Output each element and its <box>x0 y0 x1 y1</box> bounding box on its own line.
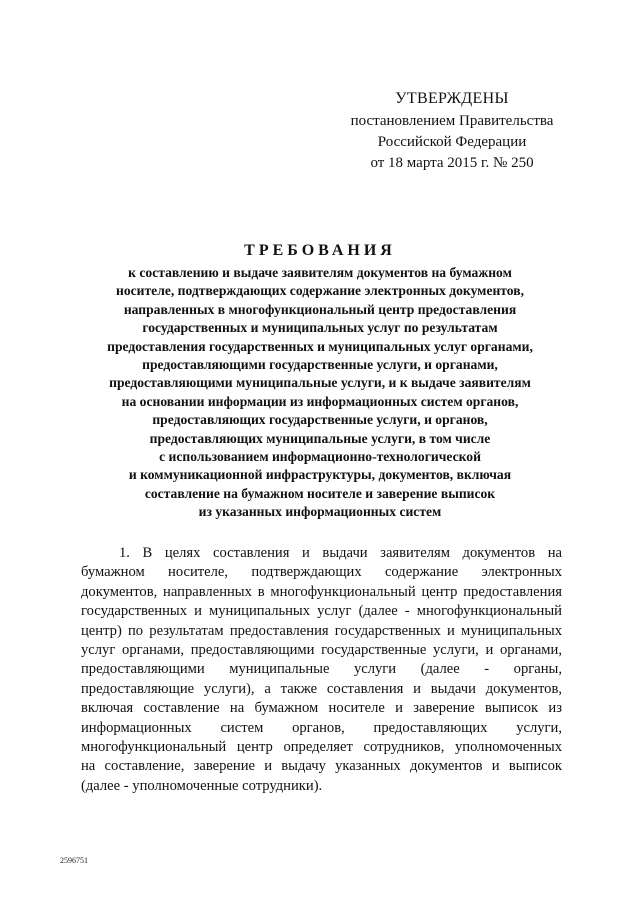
paragraph-line: 1. В целях составления и выдачи заявителям документов на <box>119 545 562 561</box>
approved-label: УТВЕРЖДЕНЫ <box>395 90 509 107</box>
paragraph-line: многофункциональный центр определяет сотрудников, уполномоченных <box>81 739 562 756</box>
paragraph-line: бумажном носителе, подтверждающих содержание электронных <box>81 564 562 581</box>
document-title-block <box>80 240 560 522</box>
approval-line: постановлением Правительства <box>350 113 554 129</box>
subtitle-line: из указанных информационных систем <box>198 504 442 520</box>
subtitle-line: и коммуникационной инфраструктуры, документов, включая <box>128 467 512 483</box>
paragraph-line: информационных систем органов, предоставляющих услуги, <box>81 719 562 736</box>
approval-date-line: от 18 марта 2015 г. № 250 <box>370 155 534 171</box>
document-title: ТРЕБОВАНИЯ <box>244 242 396 259</box>
subtitle-line: составление на бумажном носителе и заверение выписок <box>144 485 496 501</box>
subtitle-line: предоставления государственных и муниципальных услуг органами, <box>107 338 533 354</box>
paragraph-line: услуг органами, предоставляющими государственные услуги, и органами, <box>81 642 562 659</box>
subtitle-line: государственных и муниципальных услуг по результатам <box>142 320 498 336</box>
document-code: 2596751 <box>60 856 88 865</box>
subtitle-line: предоставляющими государственные услуги, и органами, <box>142 357 498 373</box>
subtitle-line: направленных в многофункциональный центр предоставления <box>123 301 517 317</box>
paragraph-line: предоставляющими муниципальные услуги (далее - органы, <box>81 661 562 678</box>
paragraph-line: государственных и муниципальных услуг (далее - многофункциональный <box>81 603 562 620</box>
subtitle-line: на основании информации из информационных систем органов, <box>121 393 519 409</box>
paragraph-line: предоставляющие услуги), а также составления и выдачи документов, <box>81 680 562 697</box>
paragraph-line: документов, направленных в многофункциональный центр предоставления <box>81 583 562 600</box>
subtitle-line: предоставляющими муниципальные услуги, и к выдаче заявителям <box>109 375 531 391</box>
paragraph-line: включая составление на бумажном носителе и заверение выписок из <box>81 700 562 717</box>
subtitle-line: к составлению и выдаче заявителям документов на бумажном <box>128 265 512 280</box>
approval-stamp <box>340 88 564 174</box>
subtitle-line: носителе, подтверждающих содержание электронных документов, <box>115 283 525 299</box>
approval-line: Российской Федерации <box>377 134 527 150</box>
paragraph-line: на составление, заверение и выдачу указанных документов и выписок <box>81 758 562 775</box>
subtitle-line: предоставляющих государственные услуги, и органов, <box>152 412 488 428</box>
paragraph-line: (далее - уполномоченные сотрудники). <box>81 777 323 794</box>
subtitle-line: предоставляющих муниципальные услуги, в том числе <box>149 430 491 446</box>
subtitle-line: с использованием информационно-технологической <box>159 449 481 465</box>
paragraph-1 <box>81 544 562 796</box>
paragraph-line: центр) по результатам предоставления государственных и муниципальных <box>81 622 562 639</box>
